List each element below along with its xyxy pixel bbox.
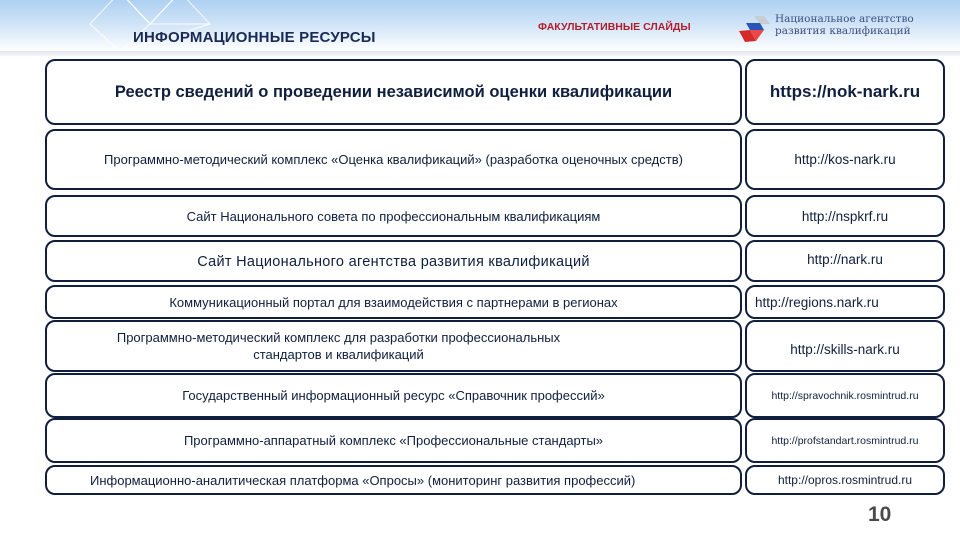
- resource-url[interactable]: http://nark.ru: [807, 252, 883, 267]
- resource-name-box: [45, 373, 742, 418]
- optional-slides-label: ФАКУЛЬТАТИВНЫЕ СЛАЙДЫ: [538, 21, 691, 33]
- resource-url[interactable]: http://nspkrf.ru: [801, 208, 889, 224]
- resource-name: Информационно-аналитическая платформа «Опросы» (мониторинг развития профессий): [90, 472, 636, 488]
- resource-name-box: [45, 285, 742, 319]
- resource-name-box: [45, 240, 742, 282]
- resource-link[interactable]: [745, 418, 945, 463]
- resource-name: Сайт Национального агентства развития квалификаций: [197, 254, 590, 270]
- resource-name: Государственный информационный ресурс «Справочник профессий»: [182, 388, 605, 403]
- logo-line-1: Национальное агентство: [775, 13, 914, 25]
- resource-name-box: [45, 418, 742, 463]
- resource-url[interactable]: http://profstandart.rosmintrud.ru: [771, 434, 919, 447]
- nark-logo: [737, 12, 947, 46]
- page-title: ИНФОРМАЦИОННЫЕ РЕСУРСЫ: [133, 29, 376, 46]
- resource-link[interactable]: [745, 59, 945, 125]
- resource-name-box: [45, 129, 742, 190]
- resource-url[interactable]: http://regions.nark.ru: [755, 294, 879, 310]
- resource-link[interactable]: [745, 129, 945, 190]
- resource-name: Программно-методический комплекс для разработки профессиональных стандартов и квалификаций: [116, 330, 561, 362]
- resource-url[interactable]: http://skills-nark.ru: [790, 341, 900, 357]
- resource-link[interactable]: [745, 320, 945, 372]
- resource-name-box: [45, 465, 742, 495]
- resource-name: Коммуникационный портал для взаимодействия с партнерами в регионах: [169, 294, 618, 310]
- resource-link[interactable]: [745, 195, 945, 237]
- resource-link[interactable]: [745, 465, 945, 495]
- resource-url[interactable]: http://opros.rosmintrud.ru: [777, 473, 913, 487]
- resource-name-box: [45, 195, 742, 237]
- resource-url[interactable]: http://spravochnik.rosmintrud.ru: [771, 389, 919, 402]
- resource-name: Программно-методический комплекс «Оценка квалификаций» (разработка оценочных средств): [104, 152, 683, 167]
- resource-link[interactable]: [745, 285, 945, 319]
- resource-link[interactable]: [745, 240, 945, 282]
- header-divider: [0, 51, 960, 56]
- resource-name: Реестр сведений о проведении независимой оценки квалификации: [114, 82, 673, 101]
- resource-link[interactable]: [745, 373, 945, 418]
- resource-name-box: [45, 320, 742, 372]
- resource-name: Программно-аппаратный комплекс «Профессиональные стандарты»: [183, 433, 604, 448]
- resource-name: Сайт Национального совета по профессиональным квалификациям: [186, 208, 601, 224]
- resource-url[interactable]: http://kos-nark.ru: [794, 152, 896, 167]
- page-number: 10: [868, 503, 892, 526]
- logo-flag-icon: [737, 14, 771, 44]
- resource-name-box: [45, 59, 742, 125]
- resource-url[interactable]: https://nok-nark.ru: [769, 82, 921, 101]
- logo-line-2: развития квалификаций: [775, 25, 911, 37]
